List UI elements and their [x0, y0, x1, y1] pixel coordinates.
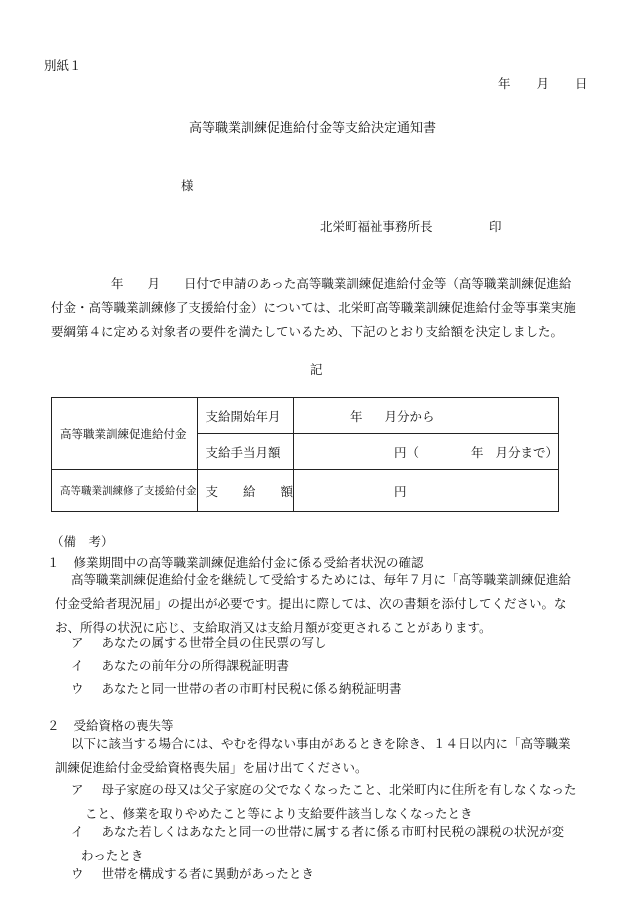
list-item	[71, 778, 577, 826]
intro-month: 月	[147, 276, 161, 291]
item-mark: ウ	[71, 866, 84, 881]
item-text: あなたの前年分の所得課税証明書	[101, 658, 290, 673]
row-label-training-benefit: 高等職業訓練促進給付金	[52, 398, 198, 470]
start-value	[294, 398, 559, 434]
ki-heading: 記	[310, 362, 323, 377]
annex-label: 別紙１	[44, 58, 82, 73]
item-mark: ア	[71, 782, 84, 797]
section-2-line: 訓練促進給付金受給資格喪失届」を届け出てください。	[55, 760, 368, 775]
intro-line-3: 要綱第４に定める対象者の要件を満たしているため、下記のとおり支給額を決定しました。	[51, 324, 564, 339]
intro-line-1-text: 日付で申請のあった高等職業訓練促進給付金等（高等職業訓練促進給	[184, 276, 572, 291]
item-text-continued: こと、修業を取りやめたこと等により支給要件該当しなくなったとき	[85, 806, 473, 821]
date-day: 日	[575, 76, 588, 91]
section-1-paragraph	[55, 568, 595, 640]
start-label: 支給開始年月	[197, 398, 294, 434]
monthly-until-year: 年	[471, 444, 484, 460]
document-title: 高等職業訓練促進給付金等支給決定通知書	[189, 121, 437, 136]
section-1-line: 付金受給者現況届」の提出が必要です。提出に際しては、次の書類を添付してください。な	[55, 596, 567, 611]
payment-table	[51, 397, 559, 512]
section-2-line: 以下に該当する場合には、やむを得ない事由があるときを除き、１４日以内に「高等職業	[71, 736, 571, 751]
start-month: 月分から	[384, 408, 435, 424]
item-text-continued: わったとき	[81, 848, 144, 863]
amount-label: 支 給 額	[197, 470, 294, 512]
item-text: あなたと同一世帯の者の市町村民税に係る納税証明書	[101, 681, 402, 696]
section-2-title: 受給資格の喪失等	[73, 718, 174, 733]
section-2-paragraph	[55, 732, 595, 780]
intro-paragraph	[51, 272, 591, 344]
date-month: 月	[536, 76, 550, 91]
monthly-label: 支給手当月額	[197, 434, 294, 470]
date-line	[498, 74, 588, 92]
item-mark: ウ	[71, 681, 84, 696]
monthly-value	[294, 434, 559, 470]
item-text: 世帯を構成する者に異動があったとき	[101, 866, 314, 881]
section-2-number: ２	[47, 718, 60, 733]
monthly-yen: 円（	[394, 444, 420, 460]
section-1-line: お、所得の状況に応じ、支給取消又は支給月額が変更されることがあります。	[55, 620, 492, 635]
item-mark: イ	[71, 824, 84, 839]
table-row	[52, 470, 559, 512]
list-item	[71, 631, 327, 655]
list-item	[71, 654, 289, 678]
section-1-number: １	[47, 555, 60, 570]
item-text: 母子家庭の母又は父子家庭の父でなくなったこと、北栄町内に住所を有しなくなった	[101, 782, 577, 797]
item-mark: イ	[71, 658, 84, 673]
section-1-line: 高等職業訓練促進給付金を継続して受給するためには、毎年７月に「高等職業訓練促進給	[71, 572, 572, 587]
item-text: あなたの属する世帯全員の住民票の写し	[101, 635, 327, 650]
list-item	[71, 862, 314, 886]
list-item	[71, 677, 402, 701]
intro-line-1	[51, 272, 591, 296]
item-text: あなた若しくはあなたと同一の世帯に属する者に係る市町村民税の課税の状況が変	[101, 824, 565, 839]
intro-line-2: 付金・高等職業訓練修了支援給付金）については、北栄町高等職業訓練促進給付金等事業実施	[51, 300, 576, 315]
list-item	[71, 820, 564, 868]
start-year: 年	[350, 408, 363, 424]
remarks-heading: （備 考）	[51, 534, 114, 549]
amount-value	[294, 470, 559, 512]
intro-year: 年	[111, 276, 124, 291]
section-1-title: 修業期間中の高等職業訓練促進給付金に係る受給者状況の確認	[73, 555, 424, 570]
date-year: 年	[498, 76, 511, 91]
amount-yen: 円	[394, 483, 407, 499]
item-mark: ア	[71, 635, 84, 650]
seal-mark: 印	[489, 219, 502, 234]
row-label-completion-benefit: 高等職業訓練修了支援給付金	[52, 470, 198, 512]
addressee-suffix: 様	[181, 178, 194, 193]
table-row	[52, 398, 559, 434]
monthly-until-month: 月分まで）	[495, 444, 559, 460]
issuer: 北栄町福祉事務所長	[320, 219, 433, 234]
